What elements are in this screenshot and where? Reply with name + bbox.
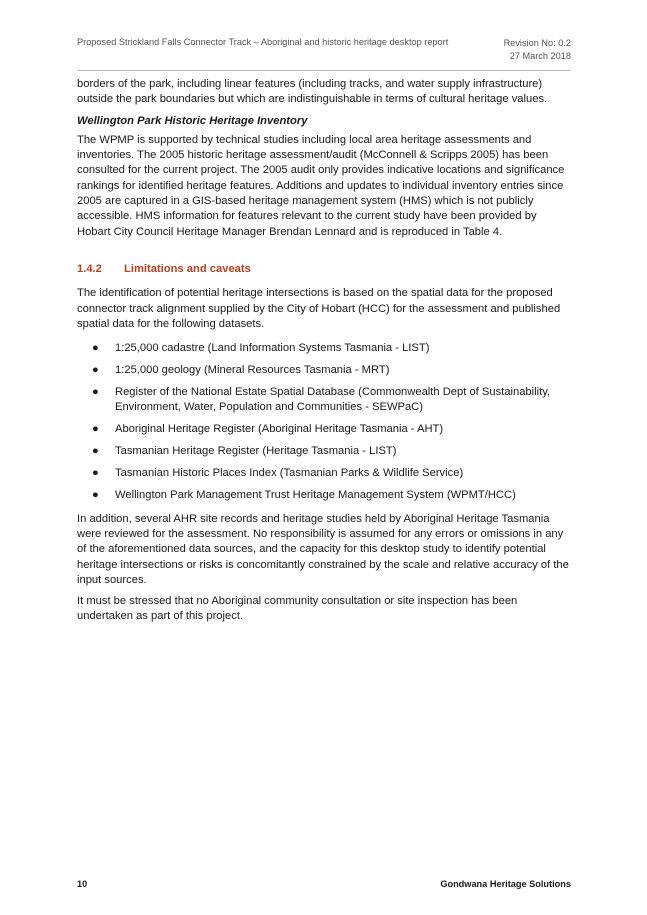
list-item [77, 488, 571, 503]
intro-paragraph: borders of the park, including linear features (including tracks, and water supply infrastructure) outside the park boundaries but which are indistinguishable in terms of cultural heritage values. [77, 78, 548, 106]
stress-paragraph: It must be stressed that no Aboriginal community consultation or site inspection has been undertaken as part of this project. [77, 595, 518, 623]
section-title: Limitations and caveats [124, 262, 251, 275]
list-item-text: Wellington Park Management Trust Heritage Management System (WPMT/HCC) [115, 489, 516, 502]
list-item-text: Aboriginal Heritage Register (Aboriginal Heritage Tasmania - AHT) [115, 423, 444, 436]
bullet-icon: ● [92, 467, 99, 480]
revision-block [504, 37, 571, 63]
list-item [77, 385, 571, 416]
bullet-icon: ● [92, 364, 99, 377]
bullet-icon: ● [92, 445, 99, 458]
list-item [77, 422, 571, 437]
page-number: 10 [77, 879, 88, 889]
subheading-heritage-inventory: Wellington Park Historic Heritage Inventory [77, 114, 308, 127]
list-item-text: Tasmanian Heritage Register (Heritage Tasmania - LIST) [115, 445, 397, 458]
list-item-text: Register of the National Estate Spatial Database (Commonwealth Dept of Sustainability, Environment, Water, Population and Communities - SEWPaC) [115, 386, 551, 414]
list-item-text: Tasmanian Historic Places Index (Tasmanian Parks & Wildlife Service) [115, 467, 464, 480]
limitations-paragraph: The identification of potential heritage intersections is based on the spatial data for the proposed connector track alignment supplied by the City of Hobart (HCC) for the assessment and published spatial data for the following datasets. [77, 287, 561, 330]
bullet-icon: ● [92, 386, 99, 399]
section-heading [77, 262, 571, 277]
bullet-icon: ● [92, 489, 99, 502]
bullet-icon: ● [92, 342, 99, 355]
addition-paragraph: In addition, several AHR site records and heritage studies held by Aboriginal Heritage Tasmania were reviewed for the assessment. No responsibility is assumed for any errors or omissions in any of the aforementioned data sources, and the capacity for this desktop study to identify potential heritage intersections or risks is concomitantly constrained by the scale and relative accuracy of the input sources. [77, 512, 569, 586]
wpmp-paragraph: The WPMP is supported by technical studies including local area heritage assessments and inventories. The 2005 historic heritage assessment/audit (McConnell & Scripps 2005) has been consulted for the current project. The 2005 audit only provides indicative locations and significance rankings for identified heritage features. Additions and updates to individual inventory entries since 2005 are captured in a GIS-based heritage management system (HMS) which is not publicly accessible. HMS information for features relevant to the current study have been provided by Hobart City Council Heritage Manager Brendan Lennard and is reproduced in Table 4. [77, 133, 565, 238]
bullet-icon: ● [92, 423, 99, 436]
list-item-text: 1:25,000 cadastre (Land Information Systems Tasmania - LIST) [115, 342, 430, 355]
company-name: Gondwana Heritage Solutions [440, 879, 571, 889]
list-item [77, 363, 571, 378]
header-divider [77, 70, 571, 71]
revision-number: Revision No: 0.2 [503, 38, 571, 48]
page-header [77, 37, 571, 67]
list-item [77, 444, 571, 459]
section-number: 1.4.2 [77, 262, 102, 275]
list-item [77, 341, 571, 356]
list-item [77, 466, 571, 481]
document-title: Proposed Strickland Falls Connector Track – Aboriginal and historic heritage desktop report [77, 37, 449, 47]
revision-date: 27 March 2018 [509, 51, 571, 61]
list-item-text: 1:25,000 geology (Mineral Resources Tasmania - MRT) [115, 364, 390, 377]
dataset-list [77, 341, 571, 504]
page-content [77, 77, 571, 631]
